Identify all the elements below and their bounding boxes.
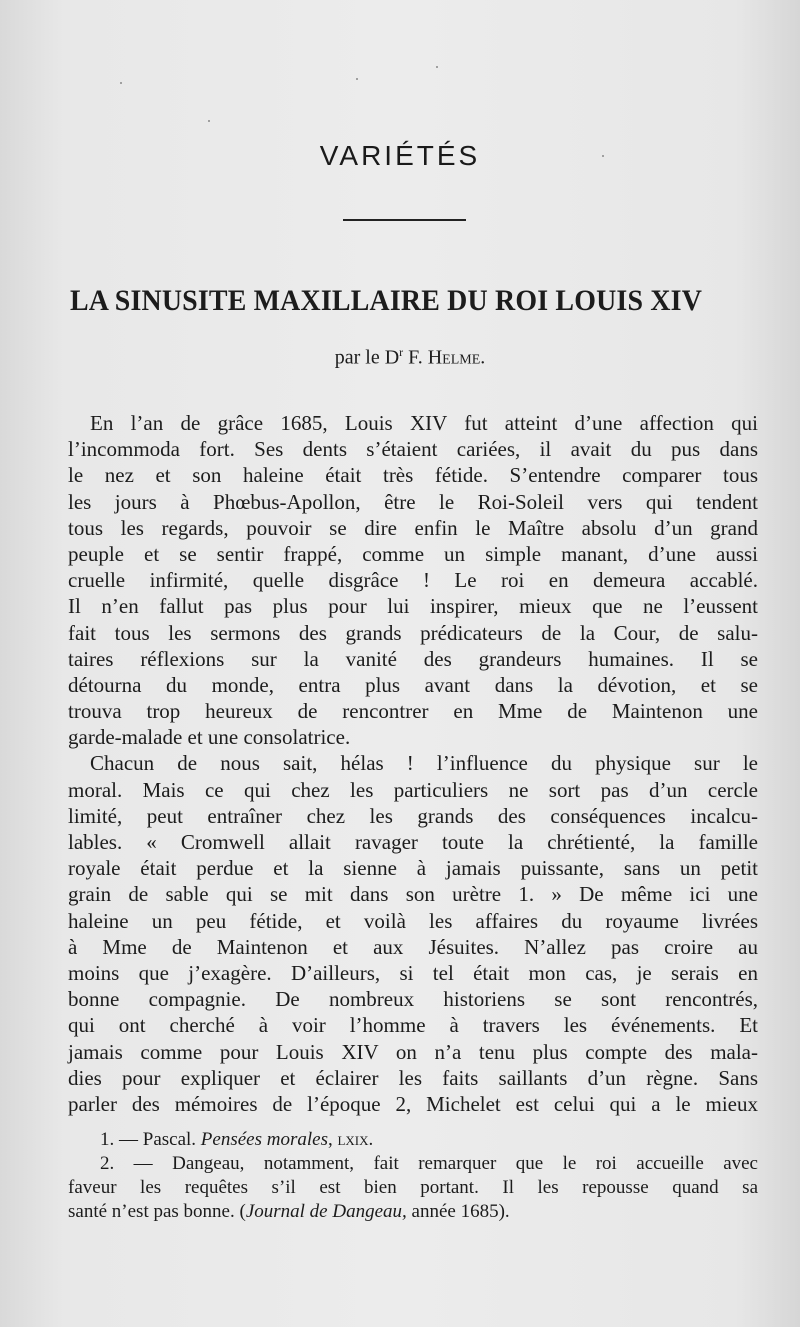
paper-speck <box>208 120 210 122</box>
footnote-2-last-line <box>68 1200 758 1224</box>
paper-speck <box>120 82 122 84</box>
body-line: haleine un peu fétide, et voilà les affaires du royaume livrées <box>68 908 758 933</box>
footnote-2-line: 2. — Dangeau, notamment, fait remarquer que le roi accueille avec <box>100 1153 758 1174</box>
body-line: les jours à Phœbus-Apollon, être le Roi-Soleil vers qui tendent <box>68 489 758 514</box>
body-line: jamais comme pour Louis XIV on n’a tenu plus compte des mala- <box>68 1039 758 1064</box>
body-line: royale était perdue et la sienne à jamais puissante, sans un petit <box>68 856 758 881</box>
body-line: limité, peut entraîner chez les grands des conséquences incalcu- <box>68 803 758 828</box>
footnote-1-ref: , lxix. <box>327 1129 374 1150</box>
body-line: l’incommoda fort. Ses dents s’étaient cariées, il avait du pus dans <box>68 437 758 462</box>
article-body <box>68 410 758 1117</box>
body-line: dies pour expliquer et éclairer les faits saillants d’un règne. Sans <box>68 1065 758 1090</box>
footnote-1-text: Pascal. <box>142 1129 201 1150</box>
footnotes <box>68 1128 758 1224</box>
body-line: grain de sable qui se mit dans son urètre 1. » De même ici une <box>68 882 758 907</box>
footnote-1 <box>68 1128 758 1152</box>
body-line: lables. « Cromwell allait ravager toute la chrétienté, la famille <box>68 830 758 854</box>
body-line: parler des mémoires de l’époque 2, Michelet est celui qui a le mieux <box>68 1091 758 1116</box>
byline <box>0 345 800 370</box>
byline-initial: F. <box>403 346 428 369</box>
article-title: LA SINUSITE MAXILLAIRE DU ROI LOUIS XIV <box>70 284 703 317</box>
body-line: peuple et se sentir frappé, comme un simple manant, d’une aussi <box>68 541 758 566</box>
body-line: Chacun de nous sait, hélas ! l’influence du physique sur le <box>90 751 758 776</box>
body-line: moins que j’exagère. D’ailleurs, si tel était mon cas, je serais en <box>68 960 758 985</box>
body-line: le nez et son haleine était très fétide. S’entendre comparer tous <box>68 463 758 488</box>
body-line: moral. Mais ce qui chez les particuliers ne sort pas d’un cercle <box>68 777 758 802</box>
body-line: tous les regards, pouvoir se dire enfin le Maître absolu d’un grand <box>68 515 758 540</box>
body-line: détourna du monde, entra plus avant dans la dévotion, et se <box>68 672 758 697</box>
footnote-2-title: Journal de Dangeau, <box>245 1201 407 1222</box>
body-line: taires réflexions sur la vanité des grandeurs humaines. Il se <box>68 646 758 671</box>
byline-suffix: . <box>480 346 486 369</box>
body-line: bonne compagnie. De nombreux historiens se sont rencontrés, <box>68 987 758 1012</box>
body-line: cruelle infirmité, quelle disgrâce ! Le roi en demeura accablé. <box>68 568 758 593</box>
byline-prefix: par le D <box>334 346 400 369</box>
byline-author: Helme <box>427 346 481 369</box>
footnote-2-prefix: santé n’est pas bonne. ( <box>68 1201 246 1222</box>
body-line: trouva trop heureux de rencontrer en Mme de Maintenon une <box>68 699 758 724</box>
footnote-2-suffix: année 1685). <box>406 1201 510 1222</box>
footnote-1-number: 1. — <box>100 1129 143 1150</box>
footnote-1-title: Pensées morales <box>200 1129 328 1150</box>
body-line: Il n’en fallut pas plus pour lui inspirer, mieux que ne l’eussent <box>68 594 758 619</box>
body-line: fait tous les sermons des grands prédicateurs de la Cour, de salu- <box>68 620 758 645</box>
paper-speck <box>602 155 604 157</box>
body-line: qui ont cherché à voir l’homme à travers les événements. Et <box>68 1013 758 1038</box>
body-line: En l’an de grâce 1685, Louis XIV fut atteint d’une affection qui <box>90 411 758 435</box>
byline-sup: r <box>399 345 404 359</box>
title-rule <box>343 219 466 221</box>
paper-speck <box>436 66 438 68</box>
body-line: à Mme de Maintenon et aux Jésuites. N’allez pas croire au <box>68 934 758 959</box>
section-title: VARIÉTÉS <box>319 140 481 171</box>
footnote-2-line: faveur les requêtes s’il est bien portant. Il les repousse quand sa <box>68 1177 758 1198</box>
body-line: garde-malade et une consolatrice. <box>68 725 351 750</box>
paper-speck <box>356 78 358 80</box>
